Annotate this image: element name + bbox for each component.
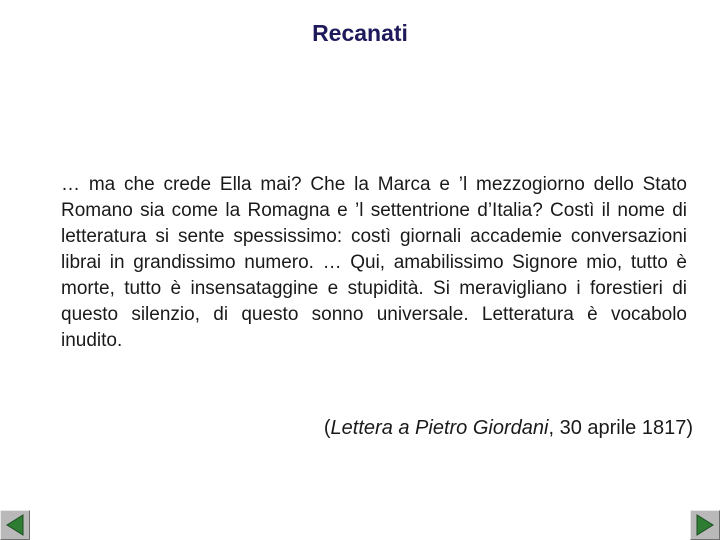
source-work-title: Lettera a Pietro Giordani xyxy=(330,417,549,439)
source-date: , 30 aprile 1817) xyxy=(548,417,693,439)
previous-slide-button[interactable] xyxy=(0,510,30,540)
triangle-right-icon xyxy=(693,513,717,537)
source-open-paren: ( xyxy=(323,417,331,439)
slide-title: Recanati xyxy=(312,20,408,46)
quote-text: … ma che crede Ella mai? Che la Marca e ’l mezzogiorno dello Stato Romano sia come la Romagna e ’l settentrione d’Italia? Costì il nome di letteratura si sente spessissimo: costì giornali accademie conversazioni librai in grandissimo numero. … Qui, amabilissimo Signore mio, tutto è morte, tutto è insensataggine e stupidità. Si meravigliano i forestieri di questo silenzio, di questo sonno universale. Letteratura è vocabolo inudito. xyxy=(61,174,687,351)
next-slide-button[interactable] xyxy=(690,510,720,540)
triangle-left-icon xyxy=(3,513,27,537)
quote-source xyxy=(324,417,693,440)
